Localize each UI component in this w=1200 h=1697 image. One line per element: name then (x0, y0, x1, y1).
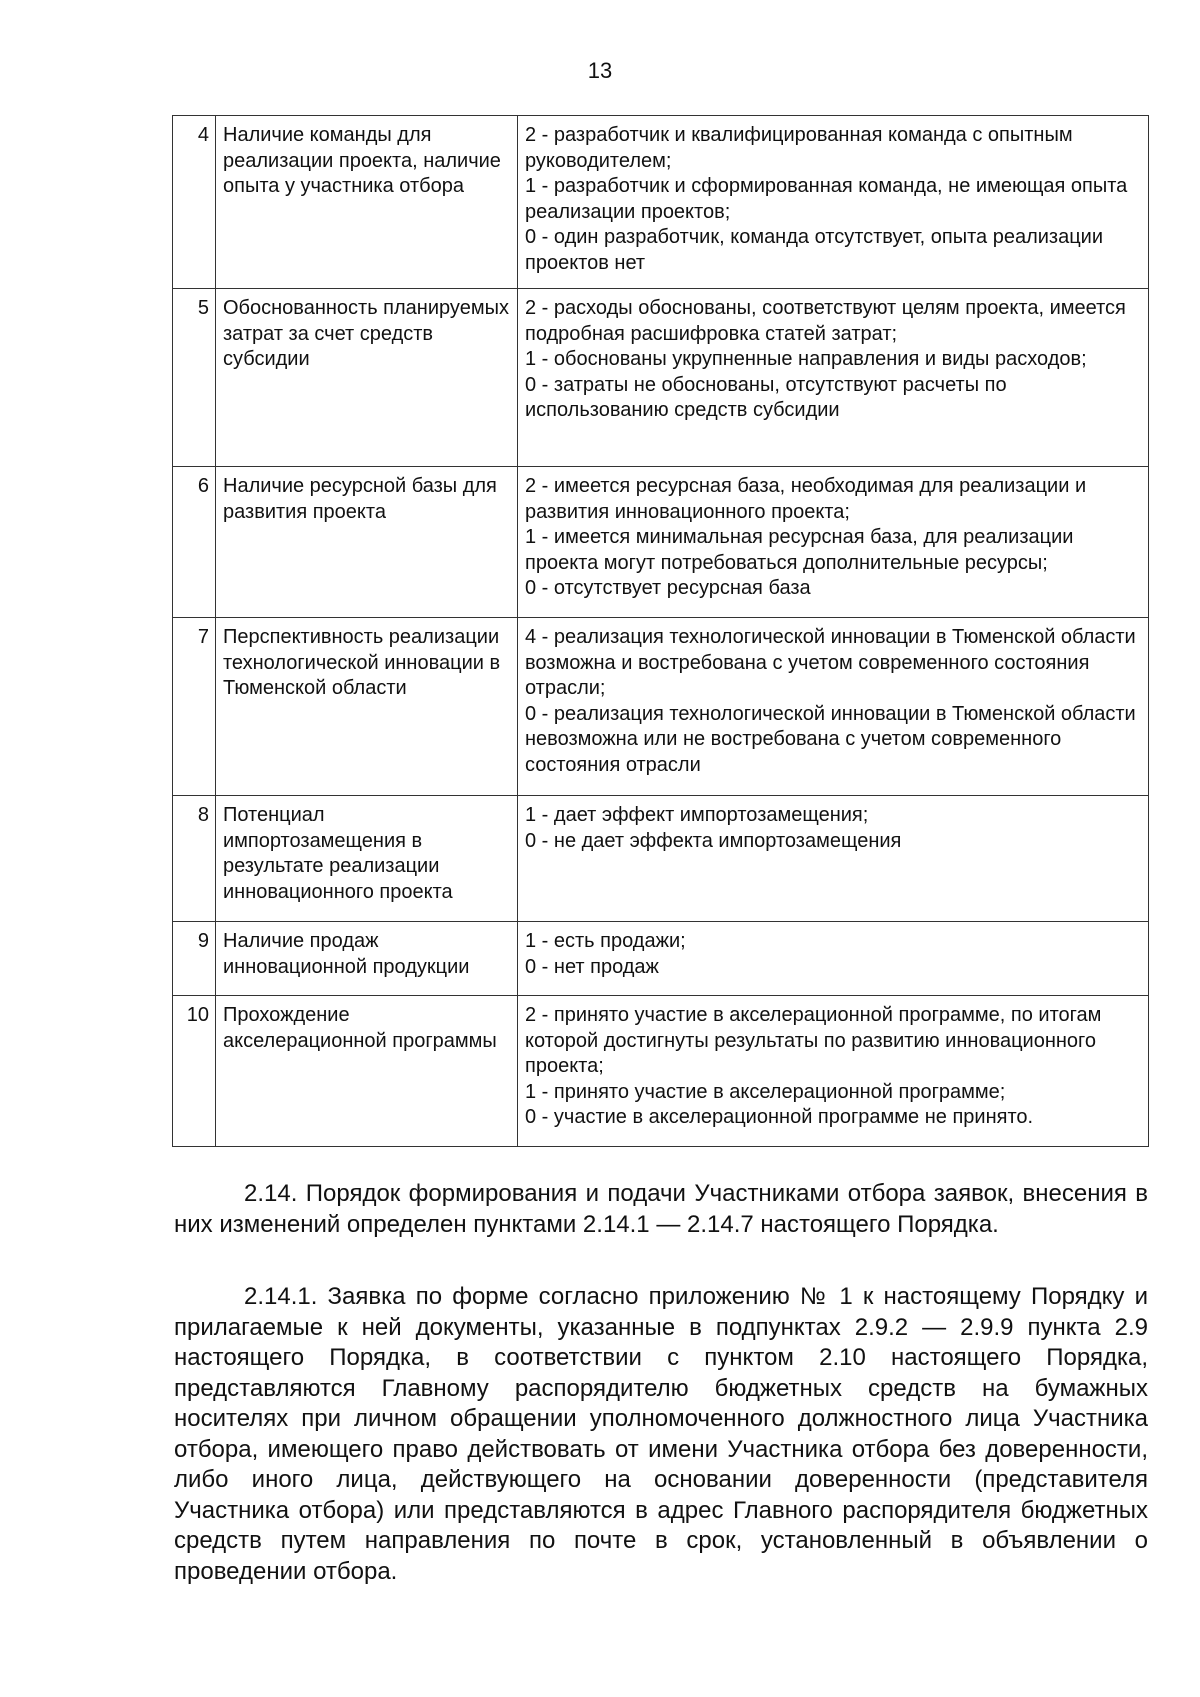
row-number: 4 (173, 116, 216, 289)
table-row (173, 116, 1149, 289)
table-row (173, 796, 1149, 922)
criterion-scores: 1 - есть продажи; 0 - нет продаж (518, 922, 1149, 996)
row-number: 10 (173, 996, 216, 1147)
paragraph-2-14-1: 2.14.1. Заявка по форме согласно приложению № 1 к настоящему Порядку и прилагаемые к ней документы, указанные в подпунктах 2.9.2 — 2.9.9 пункта 2.9 настоящего Порядка, в соответствии с пунктом 2.10 настоящего Порядка, представляются Главному распорядителю бюджетных средств на бумажных носителях при личном обращении уполномоченного должностного лица Участника отбора, имеющего право действовать от имени Участника отбора без доверенности, либо иного лица, действующего на основании доверенности (представителя Участника отбора) или представляются в адрес Главного распорядителя бюджетных средств путем направления по почте в срок, установленный в объявлении о проведении отбора. (174, 1283, 1148, 1585)
page-number: 13 (587, 58, 613, 83)
criterion-scores: 4 - реализация технологической инновации в Тюменской области возможна и востребована с учетом современного состояния отрасли; 0 - реализация технологической инновации в Тюменской области невозможна или не востребована с учетом современного состояния отрасли (518, 618, 1149, 796)
criterion-name: Обоснованность планируемых затрат за счет средств субсидии (216, 289, 518, 467)
criterion-name: Потенциал импортозамещения в результате реализации инновационного проекта (216, 796, 518, 922)
criterion-scores: 2 - расходы обоснованы, соответствуют целям проекта, имеется подробная расшифровка статей затрат; 1 - обоснованы укрупненные направления и виды расходов; 0 - затраты не обоснованы, отсутствуют расчеты по использованию средств субсидии (518, 289, 1149, 467)
criterion-name: Наличие команды для реализации проекта, наличие опыта у участника отбора (216, 116, 518, 289)
criterion-name: Наличие ресурсной базы для развития проекта (216, 467, 518, 618)
row-number: 9 (173, 922, 216, 996)
table-row (173, 922, 1149, 996)
paragraph-2-14: 2.14. Порядок формирования и подачи Участниками отбора заявок, внесения в них изменений определен пунктами 2.14.1 — 2.14.7 настоящего Порядка. (174, 1180, 1148, 1238)
row-number: 7 (173, 618, 216, 796)
row-number: 5 (173, 289, 216, 467)
row-number: 8 (173, 796, 216, 922)
criteria-table (172, 115, 1149, 1147)
table-row (173, 467, 1149, 618)
criterion-name: Прохождение акселерационной программы (216, 996, 518, 1147)
table-row (173, 618, 1149, 796)
criterion-name: Наличие продаж инновационной продукции (216, 922, 518, 996)
criterion-name: Перспективность реализации технологической инновации в Тюменской области (216, 618, 518, 796)
criterion-scores: 2 - принято участие в акселерационной программе, по итогам которой достигнуты результаты по развитию инновационного проекта; 1 - принято участие в акселерационной программе; 0 - участие в акселерационной программе не принято. (518, 996, 1149, 1147)
table-row (173, 289, 1149, 467)
criterion-scores: 1 - дает эффект импортозамещения; 0 - не дает эффекта импортозамещения (518, 796, 1149, 922)
criterion-scores: 2 - разработчик и квалифицированная команда с опытным руководителем; 1 - разработчик и сформированная команда, не имеющая опыта реализации проектов; 0 - один разработчик, команда отсутствует, опыта реализации проектов нет (518, 116, 1149, 289)
row-number: 6 (173, 467, 216, 618)
table-row (173, 996, 1149, 1147)
criterion-scores: 2 - имеется ресурсная база, необходимая для реализации и развития инновационного проекта; 1 - имеется минимальная ресурсная база, для реализации проекта могут потребоваться дополнительные ресурсы; 0 - отсутствует ресурсная база (518, 467, 1149, 618)
